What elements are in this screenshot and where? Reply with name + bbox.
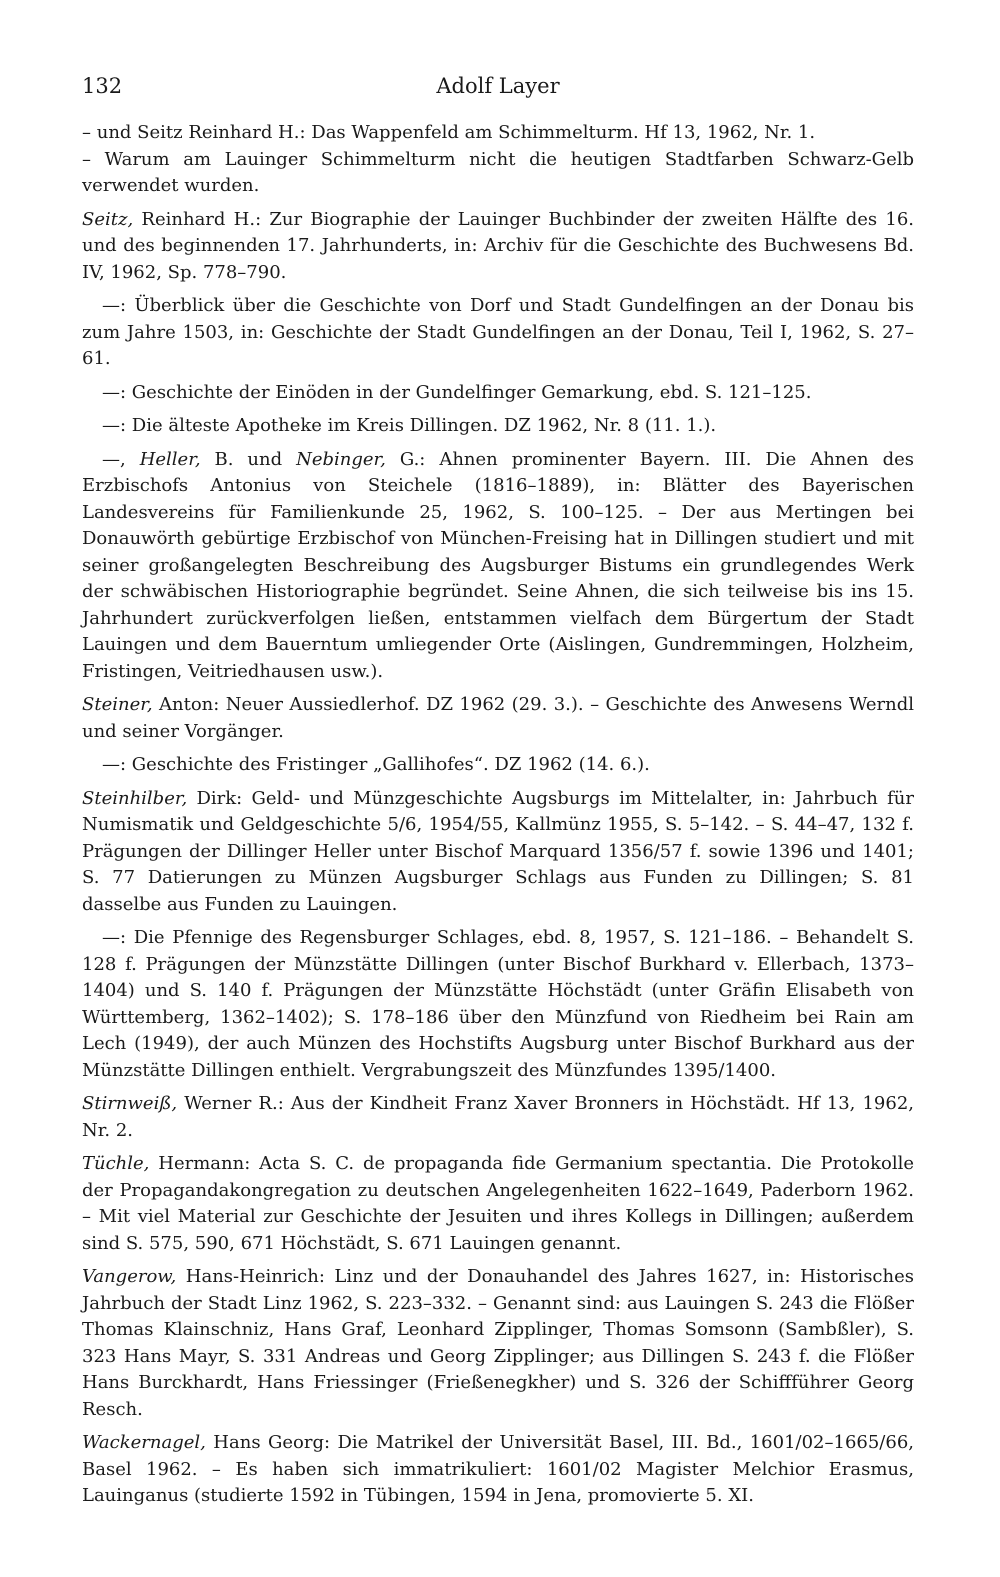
entry-lead: —, [102, 448, 140, 470]
bibliography-entry [82, 692, 914, 745]
entry-author: Stirnweiß, [82, 1093, 178, 1114]
running-title: Adolf Layer [436, 74, 560, 98]
entry-author: Nebinger, [296, 448, 386, 470]
entry-text: Hans Georg: Die Matrikel der Universität Basel, III. Bd., 1601/02–1665/66, Basel 1962. – Es haben sich immatrikuliert: 1601/02 Magister Melchior Erasmus, Lauinganus (studierte 1592 in Tübingen, 1594 in Jena, promovierte 5. XI. [82, 1432, 914, 1506]
entry-author: Heller, [139, 448, 201, 470]
entry-text: G.: Ahnen prominenter Bayern. III. Die Ahnen des Erzbischofs Antonius von Steichele (1816–1889), in: Blätter des Bayerischen Landesvereins für Familienkunde 25, 1962, S. 100–125. – Der aus Mertingen bei Donauwörth gebürtige Erzbischof von München-Freising hat in Dillingen studiert und mit seiner großangelegten Beschreibung des Augsburger Bistums ein grundlegendes Werk der schwäbischen Historiographie begründet. Seine Ahnen, die sich teilweise bis ins 15. Jahrhundert zurückverfolgen ließen, entstammen vielfach dem Bürgertum der Stadt Lauingen und dem Bauerntum umliegender Orte (Aislingen, Gundremmingen, Holzheim, Fristingen, Veitriedhausen usw.). [82, 448, 915, 682]
entry-author: Seitz, [82, 208, 134, 230]
bibliography-entry [82, 786, 914, 919]
entry-text: —: Die älteste Apotheke im Kreis Dillingen. DZ 1962, Nr. 8 (11. 1.). [102, 415, 717, 436]
bibliography-entries [82, 120, 914, 1510]
entry-text: —: Die Pfennige des Regensburger Schlages, ebd. 8, 1957, S. 121–186. – Behandelt S. 128 f. Prägungen der Münzstätte Dillingen (unter Bischof Burkhard v. Ellerbach, 1373–1404) und S. 140 f. Prägungen der Münzstätte Höchstädt (unter Gräfin Elisabeth von Württemberg, 1362–1402); S. 178–186 über den Münzfund von Riedheim bei Rain am Lech (1949), der auch Münzen des Hochstifts Augsburg unter Bischof Burkhard aus der Münzstätte Dillingen enthielt. Vergrabungszeit des Münzfundes 1395/1400. [82, 927, 914, 1081]
bibliography-entry [82, 925, 914, 1084]
page-header [82, 70, 914, 110]
entry-text: —: Geschichte der Einöden in der Gundelfinger Gemarkung, ebd. S. 121–125. [102, 381, 812, 403]
entry-author: Tüchle, [82, 1153, 150, 1174]
bibliography-entry [82, 120, 914, 147]
entry-text: Hermann: Acta S. C. de propaganda fide Germanium spectantia. Die Protokolle der Propagandakongregation zu deutschen Angelegenheiten 1622–1649, Paderborn 1962. – Mit viel Material zur Geschichte der Jesuiten und ihres Kollegs in Dillingen; außerdem sind S. 575, 590, 671 Höchstädt, S. 671 Lauingen genannt. [82, 1153, 914, 1254]
entry-text: – und Seitz Reinhard H.: Das Wappenfeld am Schimmelturm. Hf 13, 1962, Nr. 1. [82, 122, 816, 143]
entry-connector: B. und [200, 448, 297, 470]
document-page [82, 70, 914, 1517]
entry-author: Steiner, [82, 694, 153, 715]
entry-text: Hans-Heinrich: Linz und der Donauhandel des Jahres 1627, in: Historisches Jahrbuch der Stadt Linz 1962, S. 223–332. – Genannt sind: aus Lauingen S. 243 die Flößer Thomas Klainschniz, Hans Graf, Leonhard Zipplinger, Thomas Somsonn (Sambßler), S. 323 Hans Mayr, S. 331 Andreas und Georg Zipplinger; aus Dillingen S. 243 f. die Flößer Hans Burckhardt, Hans Friessinger (Frießenegkher) und S. 326 der Schiffführer Georg Resch. [82, 1266, 914, 1420]
bibliography-entry [82, 447, 914, 686]
entry-text: —: Überblick über die Geschichte von Dorf und Stadt Gundelfingen an der Donau bis zum Jahre 1503, in: Geschichte der Stadt Gundelfingen an der Donau, Teil I, 1962, S. 27–61. [82, 295, 914, 369]
entry-author: Steinhilber, [82, 787, 188, 809]
bibliography-entry [82, 293, 914, 373]
entry-text: – Warum am Lauinger Schimmelturm nicht die heutigen Stadtfarben Schwarz-Gelb verwendet wurden. [82, 148, 914, 196]
bibliography-entry [82, 1091, 914, 1144]
entry-author: Vangerow, [82, 1266, 177, 1287]
bibliography-entry [82, 380, 914, 407]
bibliography-entry [82, 207, 914, 287]
entry-text: Reinhard H.: Zur Biographie der Lauinger Buchbinder der zweiten Hälfte des 16. und des beginnenden 17. Jahrhunderts, in: Archiv für die Geschichte des Buchwesens Bd. IV, 1962, Sp. 778–790. [82, 208, 914, 283]
bibliography-entry [82, 1151, 914, 1257]
bibliography-entry [82, 752, 914, 779]
page-number: 132 [82, 74, 123, 98]
bibliography-entry [82, 1430, 914, 1510]
bibliography-entry [82, 413, 914, 440]
entry-author: Wackernagel, [82, 1432, 206, 1453]
entry-text: —: Geschichte des Fristinger „Gallihofes“. DZ 1962 (14. 6.). [102, 754, 650, 775]
bibliography-entry [82, 147, 914, 200]
bibliography-entry [82, 1264, 914, 1423]
entry-text: Werner R.: Aus der Kindheit Franz Xaver Bronners in Höchstädt. Hf 13, 1962, Nr. 2. [82, 1093, 914, 1141]
entry-text: Anton: Neuer Aussiedlerhof. DZ 1962 (29. 3.). – Geschichte des Anwesens Werndl und seiner Vorgänger. [82, 694, 914, 742]
entry-text: Dirk: Geld- und Münzgeschichte Augsburgs im Mittelalter, in: Jahrbuch für Numismatik und Geldgeschichte 5/6, 1954/55, Kallmünz 1955, S. 5–142. – S. 44–47, 132 f. Prägungen der Dillinger Heller unter Bischof Marquard 1356/57 f. sowie 1396 und 1401; S. 77 Datierungen zu Münzen Augsburger Schlags aus Funden zu Dillingen; S. 81 dasselbe aus Funden zu Lauingen. [82, 787, 914, 915]
